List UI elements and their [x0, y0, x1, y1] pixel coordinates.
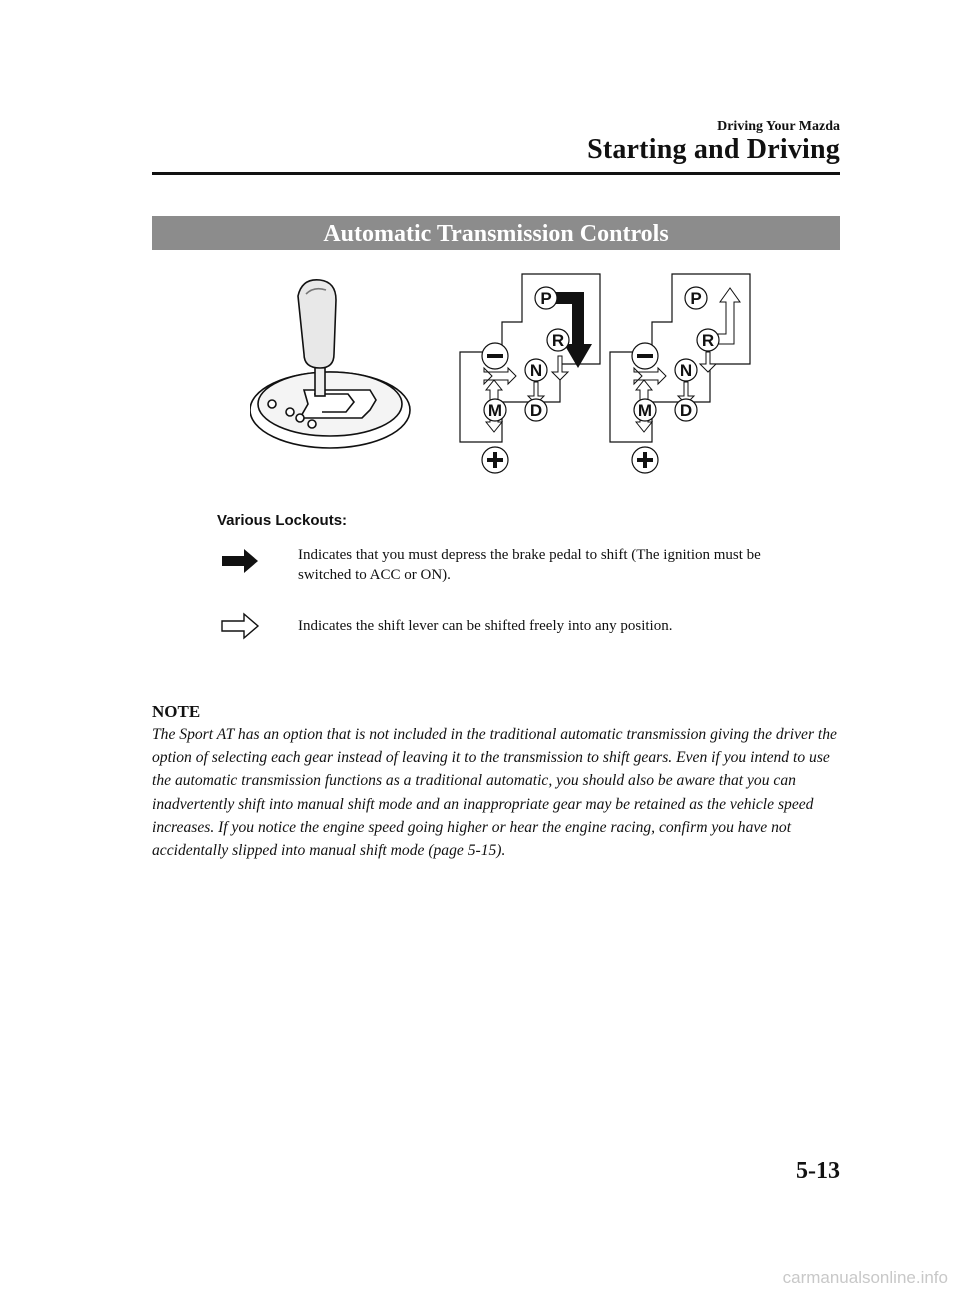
header-divider: [152, 172, 840, 175]
filled-arrow-icon: [220, 547, 260, 575]
outline-arrow-icon: [220, 612, 260, 640]
svg-text:D: D: [529, 401, 543, 420]
watermark: carmanualsonline.info: [782, 1268, 948, 1287]
note-body: The Sport AT has an option that is not included in the traditional automatic transmission giving the driver the option of selecting each gear instead of leaving it to the transmission to shift gears. Even if you intend to use the automatic transmission functions as a traditional automatic, you should also be aware that you can inadvertently shift into manual shift mode and an inappropriate gear may be retained as the vehicle speed increases. If you notice the engine speed going higher or hear the engine racing, confirm you have not accidentally slipped into manual shift mode (page 5-15).: [152, 726, 837, 860]
shift-lever-illustration: [250, 272, 770, 482]
gate-diagram-b: [610, 274, 750, 473]
svg-text:P: P: [540, 289, 552, 308]
chapter-title: Starting and Driving: [587, 134, 840, 165]
svg-text:R: R: [701, 331, 715, 350]
gate-diagram-a: [460, 274, 600, 473]
note-title: NOTE: [152, 702, 201, 721]
svg-text:M: M: [487, 401, 503, 420]
svg-text:M: M: [637, 401, 653, 420]
svg-text:N: N: [679, 361, 693, 380]
svg-text:P: P: [690, 289, 702, 308]
page-banner: Automatic Transmission Controls: [152, 216, 840, 250]
svg-text:D: D: [679, 401, 693, 420]
section-header: Driving Your Mazda: [717, 119, 840, 134]
legend-text-free: Indicates the shift lever can be shifted freely into any position.: [298, 618, 673, 634]
shift-knob-drawing: [250, 280, 410, 448]
page-number: 5-13: [796, 1158, 840, 1184]
lockouts-title: Various Lockouts:: [217, 512, 348, 529]
svg-text:R: R: [551, 331, 565, 350]
legend-text-brake: Indicates that you must depress the brake pedal to shift (The ignition must be switched to ACC or ON).: [298, 547, 761, 583]
svg-text:N: N: [529, 361, 543, 380]
